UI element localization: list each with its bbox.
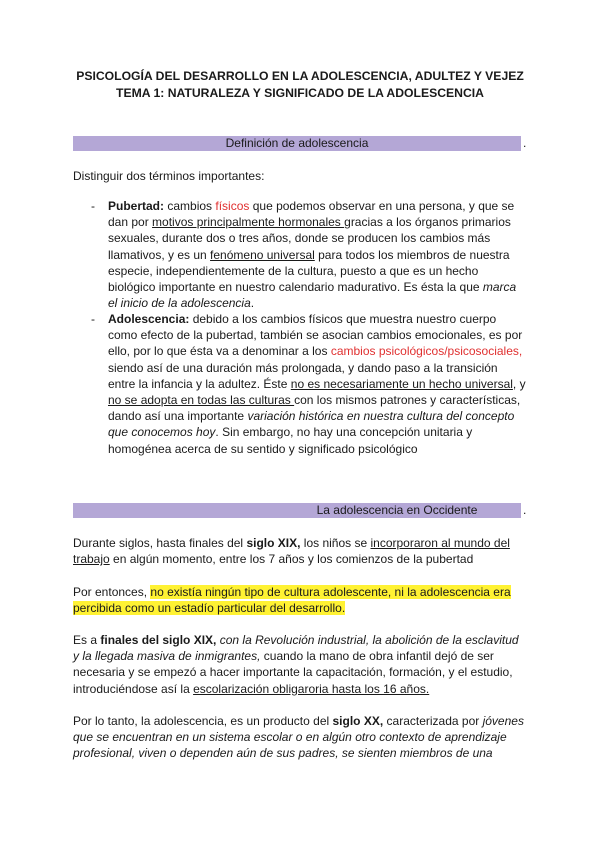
text: cuando la mano de obra infantil dejó de ser necesaria y se empezó a hacer importante la capacitación, formación, y el estudio, introduciéndose así la: [73, 649, 513, 696]
underlined-no-adopta: no se adopta en todas las culturas: [108, 393, 295, 408]
bold-finales-siglo: finales del siglo XIX,: [100, 633, 217, 647]
italic-revolucion: con la Revolución industrial, la abolición de la esclavitud y la llegada masiva de inmigrantes,: [73, 633, 519, 664]
underlined-no-universal: no es necesariamente un hecho universal: [290, 376, 513, 391]
bold-siglo-xix: siglo XIX,: [246, 536, 301, 550]
red-text-cambios: cambios psicológicos/psicosociales,: [330, 344, 523, 359]
underlined-escolarizacion: escolarización obligaroria hasta los 16 años.: [193, 681, 430, 696]
text: .: [250, 296, 255, 311]
term-adolescencia: Adolescencia:: [108, 312, 190, 326]
section-heading-dot: .: [523, 503, 527, 517]
bullet-marker: -: [91, 199, 95, 213]
paragraph-entonces: [73, 584, 525, 616]
text: . Sin embargo, no hay una concepción unitaria y homogénea acerca de su sentido y significado psicológico: [108, 425, 473, 456]
document-title: [40, 68, 560, 102]
text: siendo así de una duración más prolongada, y dando paso a la transición entre la infancia y la adultez. Éste: [108, 360, 498, 391]
title-line-1: PSICOLOGÍA DEL DESARROLLO EN LA ADOLESCENCIA, ADULTEZ Y VEJEZ: [76, 69, 524, 83]
paragraph-siglos: [73, 535, 525, 567]
section-heading-occidente: [73, 503, 521, 518]
paragraph-finales: [73, 632, 525, 697]
text: caracterizada por: [383, 714, 483, 728]
underlined-motivos: motivos principalmente hormonales: [152, 215, 345, 230]
text: con los mismos patrones y características, dando así una importante: [108, 393, 521, 424]
italic-jovenes: jóvenes que se encuentran en un sistema escolar o en algún otro contexto de aprendizaje profesional, viven o dependen aún de sus padres, se sienten miembros de una: [73, 714, 524, 761]
text: Por entonces,: [73, 585, 151, 599]
text: Por lo tanto, la adolescencia, es un producto del: [73, 714, 333, 728]
text: gracias a los órganos primarios sexuales, durante dos o tres años, donde se producen los cambios más llamativos, y es un: [108, 215, 511, 262]
text: Durante siglos, hasta finales del: [73, 536, 247, 550]
list-item-adolescencia: [108, 311, 528, 457]
section-heading-dot: .: [523, 136, 527, 150]
italic-variacion: variación histórica en nuestra cultura del concepto que conocemos hoy: [108, 409, 515, 440]
text: que podemos observar en una persona, y que se dan por: [108, 199, 515, 230]
bold-siglo-xx: siglo XX,: [332, 714, 384, 728]
intro-paragraph: Distinguir dos términos importantes:: [73, 169, 265, 183]
section-heading-label: La adolescencia en Occidente: [316, 503, 478, 517]
text: debido a los cambios físicos que muestra nuestro cuerpo como efecto de la pubertad, también se asocian cambios emocionales, es por ello, por lo que ésta va a denominar a los: [108, 312, 523, 359]
red-text-fisicos: físicos: [215, 199, 250, 213]
text: los niños se: [300, 536, 371, 550]
title-line-2: TEMA 1: NATURALEZA Y SIGNIFICADO DE LA ADOLESCENCIA: [116, 86, 484, 100]
text: Es a: [73, 633, 101, 647]
underlined-incorporaron: incorporaron al mundo del trabajo: [73, 536, 510, 567]
list-item-pubertad: [108, 198, 528, 311]
bullet-marker: -: [91, 312, 95, 326]
text: , y: [512, 376, 526, 391]
paragraph-producto: [73, 713, 525, 762]
text: para todos los miembros de nuestra especie, independientemente de la cultura, puesto a que es un hecho biológico importante en nuestro calendario madurativo. Es ésta la que: [108, 247, 510, 295]
italic-marca: marca el inicio de la adolescencia: [108, 280, 517, 311]
term-pubertad: Pubertad:: [108, 199, 165, 213]
highlighted-text: no existía ningún tipo de cultura adolescente, ni la adolescencia era percibida como un estadío particular del desarrollo.: [73, 585, 511, 616]
text: cambios: [164, 199, 216, 213]
section-heading-definicion: [73, 136, 521, 151]
text: en algún momento, entre los 7 años y los comienzos de la pubertad: [109, 552, 474, 567]
underlined-fenomeno: fenómeno universal: [210, 247, 315, 262]
section-heading-label: Definición de adolescencia: [225, 136, 369, 150]
